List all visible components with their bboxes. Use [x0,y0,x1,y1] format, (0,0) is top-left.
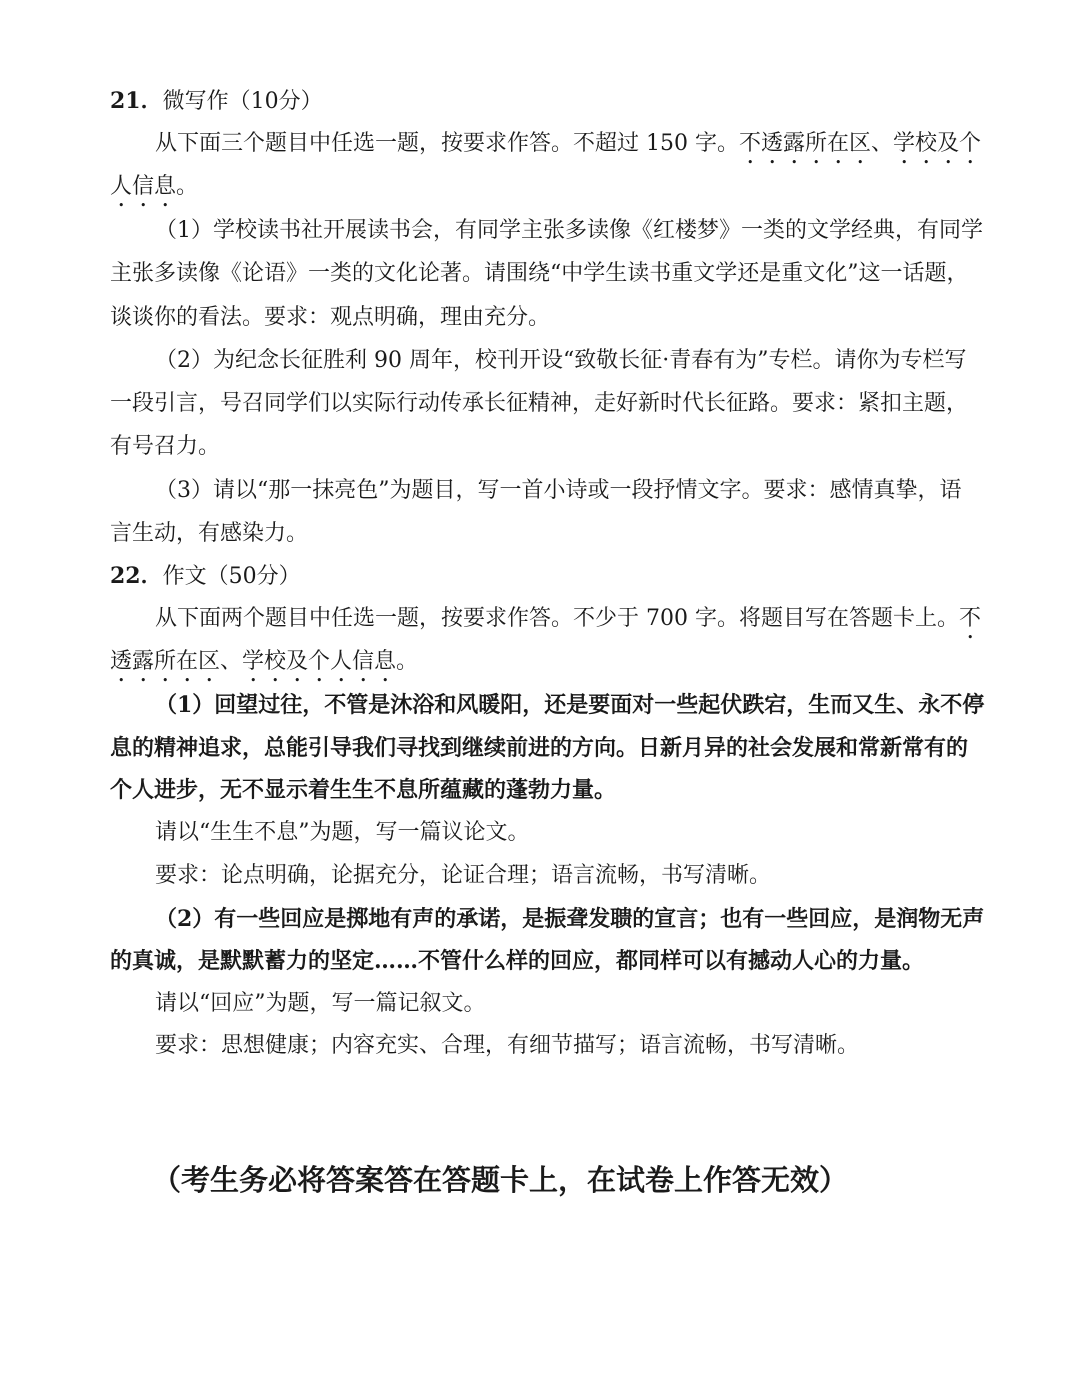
q21-heading [110,86,990,117]
q22-heading [110,561,990,592]
q22-emphasis-text-2: 透露所在区、学校及个人信息 [110,649,397,674]
q21-option1-line3: 谈谈你的看法。要求：观点明确，理由充分。 [110,305,551,330]
answer-sheet-notice: （考生务必将答案答在答题卡上，在试卷上作答无效） [152,1163,849,1197]
q21-number: 21． [110,88,163,114]
q22-instruction-text: 从下面两个题目中任选一题，按要求作答。不少于 700 字。将题目写在答题卡上。 [155,606,959,631]
q22-option2-line1: （2）有一些回应是掷地有声的承诺，是振聋发聩的宣言；也有一些回应，是润物无声 [155,906,985,932]
q21-option1-line1: （1）学校读书社开展读书会，有同学主张多读像《红楼梦》一类的文学经典，有同学 [155,218,983,243]
q22-option1-line3: 个人进步，无不显示着生生不息所蕴藏的蓬勃力量。 [110,777,617,803]
q21-instruction-end: 。 [176,174,199,199]
q22-option2-line2: 的真诚，是默默蓄力的坚定……不管什么样的回应，都同样可以有撼动人心的力量。 [110,948,925,974]
q22-instruction-end: 。 [396,649,419,674]
q21-option3-line1: （3）请以“那一抹亮色”为题目，写一首小诗或一段抒情文字。要求：感情真挚，语 [155,478,962,503]
q22-option1-requirements: 要求：论点明确，论据充分，论证合理；语言流畅，书写清晰。 [155,863,772,888]
q22-title: 作文（50分） [162,564,301,589]
q21-option1-line2: 主张多读像《论语》一类的文化论著。请围绕“中学生读书重文学还是重文化”这一话题， [110,261,969,286]
q21-instruction-text: 从下面三个题目中任选一题，按要求作答。不超过 150 字。 [155,131,739,156]
q21-emphasis-text-2: 人信息 [110,174,177,199]
q22-emphasis-text-1: 不 [958,606,981,631]
q22-option2-requirements: 要求：思想健康；内容充实、合理，有细节描写；语言流畅，书写清晰。 [155,1033,860,1058]
q21-title: 微写作（10分） [162,89,323,114]
q21-instruction-line1 [155,129,1035,169]
q21-emphasis-text-1: 不透露所在区、学校及个 [738,131,981,156]
q22-option1-line2: 息的精神追求，总能引导我们寻找到继续前进的方向。日新月异的社会发展和常新常有的 [110,735,969,761]
q21-option2-line2: 一段引言，号召同学们以实际行动传承长征精神，走好新时代长征路。要求：紧扣主题， [110,391,969,416]
q22-option1-task: 请以“生生不息”为题，写一篇议论文。 [155,820,530,845]
q22-number: 22． [110,563,163,589]
q22-option2-task: 请以“回应”为题，写一篇记叙文。 [155,991,486,1016]
q21-option3-line2: 言生动，有感染力。 [110,521,309,546]
q22-instruction-line2 [110,647,990,687]
q21-instruction-line2 [110,172,990,212]
q22-option1-line1: （1）回望过往，不管是沐浴和风暖阳，还是要面对一些起伏跌宕，生而又生、永不停 [155,692,985,718]
q21-option2-line1: （2）为纪念长征胜利 90 周年，校刊开设“致敬长征·青春有为”专栏。请你为专栏写 [155,348,967,373]
q22-instruction-line1 [155,604,1035,644]
q21-option2-line3: 有号召力。 [110,434,221,459]
